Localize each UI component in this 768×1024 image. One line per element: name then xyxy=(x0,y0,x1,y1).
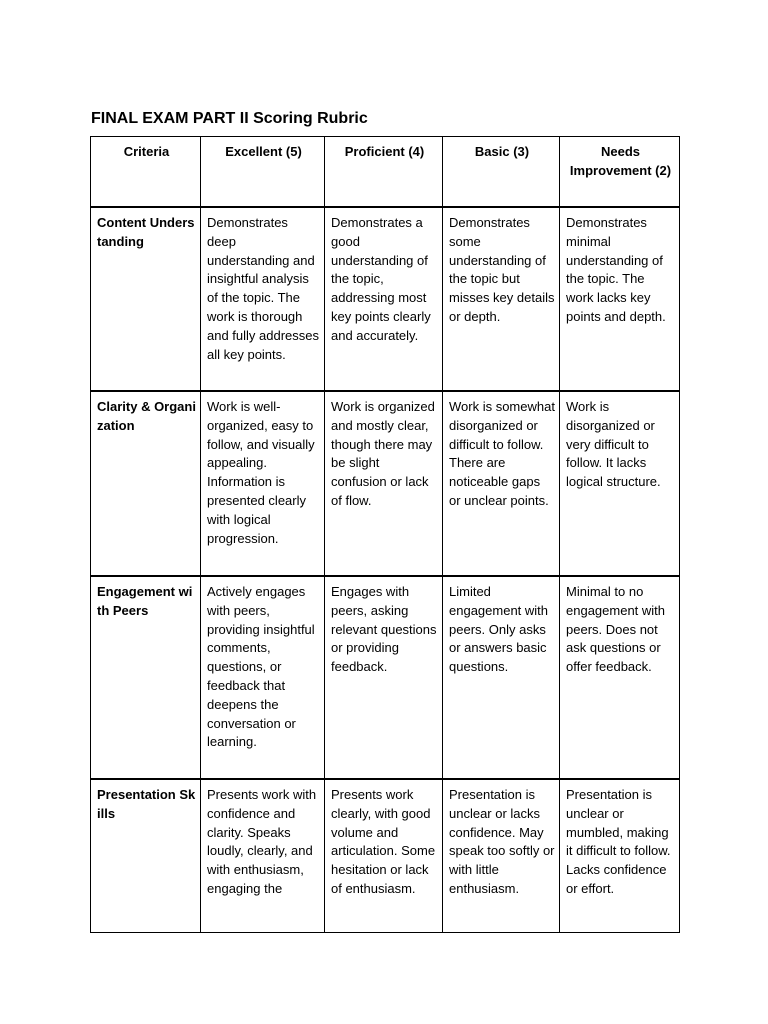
table-cell: Work is disorganized or very difficult to follow. It lacks logical structure. xyxy=(560,391,680,576)
header-proficient: Proficient (4) xyxy=(325,137,443,208)
table-cell: Actively engages with peers, providing insightful comments, questions, or feedback that deepens the conversation or learning. xyxy=(201,576,325,779)
table-cell: Work is well-organized, easy to follow, and visually appealing. Information is presented clearly with logical progression. xyxy=(201,391,325,576)
table-cell: Presentation is unclear or mumbled, making it difficult to follow. Lacks confidence or effort. xyxy=(560,779,680,933)
criterion-cell: Presentation Skills xyxy=(91,779,201,933)
table-row xyxy=(91,391,680,576)
rubric-table xyxy=(90,136,680,933)
table-cell: Work is somewhat disorganized or difficult to follow. There are noticeable gaps or unclear points. xyxy=(443,391,560,576)
table-row xyxy=(91,576,680,779)
table-cell: Minimal to no engagement with peers. Does not ask questions or offer feedback. xyxy=(560,576,680,779)
table-cell: Work is organized and mostly clear, though there may be slight confusion or lack of flow. xyxy=(325,391,443,576)
table-cell: Presents work with confidence and clarity. Speaks loudly, clearly, and with enthusiasm, engaging the xyxy=(201,779,325,933)
table-cell: Demonstrates a good understanding of the topic, addressing most key points clearly and accurately. xyxy=(325,207,443,391)
table-row xyxy=(91,207,680,391)
page-title: FINAL EXAM PART II Scoring Rubric xyxy=(91,110,368,127)
criterion-cell: Content Understanding xyxy=(91,207,201,391)
table-row xyxy=(91,779,680,933)
table-cell: Demonstrates deep understanding and insightful analysis of the topic. The work is thorough and fully addresses all key points. xyxy=(201,207,325,391)
table-cell: Demonstrates minimal understanding of the topic. The work lacks key points and depth. xyxy=(560,207,680,391)
table-cell: Demonstrates some understanding of the topic but misses key details or depth. xyxy=(443,207,560,391)
header-criteria: Criteria xyxy=(91,137,201,208)
header-needs-improvement: Needs Improvement (2) xyxy=(560,137,680,208)
table-cell: Engages with peers, asking relevant questions or providing feedback. xyxy=(325,576,443,779)
table-cell: Limited engagement with peers. Only asks or answers basic questions. xyxy=(443,576,560,779)
table-cell: Presents work clearly, with good volume and articulation. Some hesitation or lack of enthusiasm. xyxy=(325,779,443,933)
criterion-cell: Clarity & Organization xyxy=(91,391,201,576)
table-cell: Presentation is unclear or lacks confidence. May speak too softly or with little enthusiasm. xyxy=(443,779,560,933)
header-basic: Basic (3) xyxy=(443,137,560,208)
header-excellent: Excellent (5) xyxy=(201,137,325,208)
criterion-cell: Engagement with Peers xyxy=(91,576,201,779)
table-header-row xyxy=(91,137,680,208)
